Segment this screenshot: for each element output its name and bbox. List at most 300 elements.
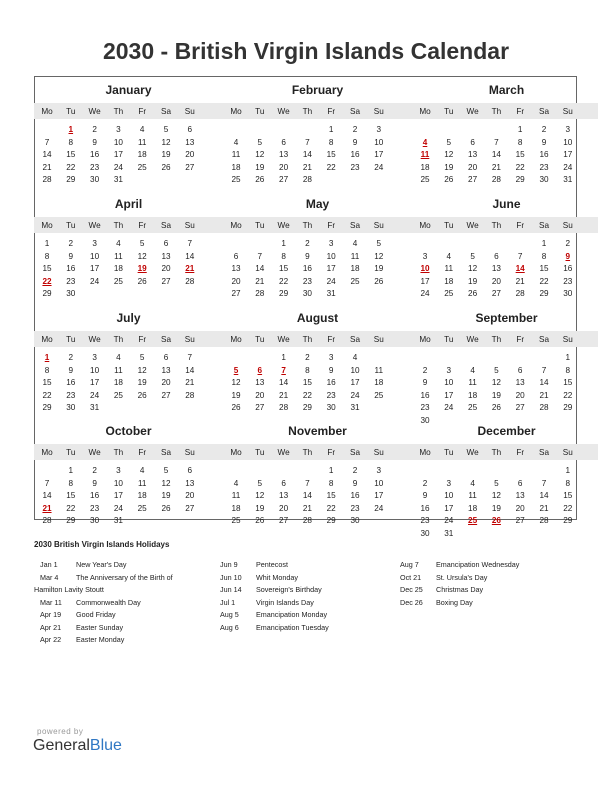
- holiday-name: Christmas Day: [436, 585, 484, 594]
- day-cell: 8: [517, 137, 523, 147]
- day-cell: 4: [233, 137, 239, 147]
- day-cell: 29: [326, 516, 336, 526]
- weekday-label: Th: [491, 335, 502, 344]
- month-november: [223, 424, 412, 534]
- weekday-label: Th: [113, 448, 124, 457]
- day-cell: 12: [137, 251, 147, 261]
- holiday-item: [220, 560, 395, 573]
- day-cell: 20: [161, 378, 171, 388]
- weekday-label: Su: [373, 107, 384, 116]
- day-cell: 5: [163, 466, 169, 475]
- day-cell: 8: [305, 365, 310, 375]
- day-cell: 2: [422, 478, 428, 488]
- holiday-day-cell: 6: [257, 365, 263, 375]
- day-cell: 13: [491, 264, 501, 274]
- day-cell: 28: [42, 516, 52, 526]
- day-cell: 8: [68, 137, 74, 147]
- day-cell: 3: [92, 239, 97, 248]
- day-cell: 16: [420, 503, 430, 513]
- holiday-column: [220, 560, 395, 635]
- weekday-label: Tu: [444, 107, 454, 116]
- day-cell: 18: [113, 264, 123, 274]
- day-cell: 29: [563, 516, 573, 526]
- holiday-day-cell: 19: [137, 264, 147, 274]
- day-cell: 9: [92, 137, 97, 147]
- day-cell: 6: [494, 251, 499, 261]
- day-cell: 15: [539, 264, 549, 274]
- weekday-label: Th: [302, 448, 313, 457]
- day-cell: 9: [422, 491, 428, 501]
- day-cell: 9: [92, 478, 97, 488]
- weekday-label: Fr: [327, 448, 336, 457]
- day-cell: 15: [66, 150, 76, 160]
- day-cell: 22: [326, 503, 336, 513]
- weekday-label: Su: [373, 221, 384, 230]
- weekday-label: Tu: [255, 335, 265, 344]
- weekday-label: Tu: [444, 335, 454, 344]
- day-cell: 2: [92, 466, 97, 475]
- weekday-label: Tu: [444, 448, 454, 457]
- day-cell: 5: [470, 251, 475, 261]
- day-cell: 11: [350, 251, 360, 261]
- day-cell: 19: [491, 390, 501, 400]
- holiday-item: [220, 573, 395, 586]
- weekday-label: Fr: [138, 335, 147, 344]
- holiday-name: Easter Sunday: [76, 622, 124, 632]
- day-cell: 23: [420, 516, 430, 526]
- weekday-label: We: [277, 107, 290, 116]
- day-cell: 17: [563, 150, 573, 160]
- day-cell: 12: [468, 264, 478, 274]
- day-cell: 15: [42, 378, 52, 388]
- day-cell: 20: [491, 276, 501, 286]
- day-cell: 22: [563, 390, 573, 400]
- day-cell: 17: [420, 276, 430, 286]
- day-cell: 31: [90, 403, 100, 413]
- day-cell: 1: [541, 239, 547, 248]
- day-cell: 22: [563, 503, 573, 513]
- day-cell: 24: [563, 162, 573, 172]
- day-cell: 21: [279, 390, 289, 400]
- day-cell: 12: [161, 137, 171, 147]
- holiday-date: Jan 1: [40, 560, 58, 569]
- weekday-label: Tu: [255, 448, 265, 457]
- holiday-name: St. Ursula's Day: [436, 572, 488, 582]
- day-cell: 6: [517, 365, 523, 375]
- day-cell: 25: [137, 503, 147, 513]
- day-cell: 23: [326, 390, 336, 400]
- day-cell: 16: [66, 378, 76, 388]
- weekday-label: Th: [491, 221, 502, 230]
- holiday-item: [400, 598, 575, 611]
- holidays-title: 2030 British Virgin Islands Holidays: [34, 540, 170, 549]
- weekday-label: Sa: [160, 448, 171, 457]
- day-cell: 1: [281, 239, 286, 248]
- day-cell: 13: [255, 378, 265, 388]
- day-cell: 9: [541, 137, 547, 147]
- day-cell: 29: [279, 289, 289, 299]
- day-cell: 22: [326, 162, 336, 172]
- day-cell: 2: [305, 239, 310, 248]
- holiday-day-cell: 1: [44, 353, 50, 362]
- day-cell: 4: [139, 125, 145, 134]
- weekday-label: Su: [562, 107, 573, 116]
- day-cell: 27: [185, 503, 195, 513]
- weekday-label: Tu: [66, 221, 76, 230]
- day-cell: 29: [302, 403, 312, 413]
- holiday-day-cell: 22: [42, 276, 52, 286]
- day-cell: 9: [422, 378, 428, 388]
- day-cell: 21: [491, 162, 501, 172]
- day-cell: 17: [444, 390, 454, 400]
- weekday-label: Th: [491, 107, 502, 116]
- day-cell: 1: [68, 466, 74, 475]
- holiday-day-cell: 11: [420, 150, 430, 160]
- day-cell: 16: [90, 491, 100, 501]
- day-cell: 27: [468, 175, 478, 185]
- day-cell: 12: [255, 150, 265, 160]
- day-cell: 28: [539, 403, 549, 413]
- weekday-label: Sa: [349, 107, 360, 116]
- weekday-label: Su: [562, 335, 573, 344]
- day-cell: 6: [187, 125, 193, 134]
- holiday-date: Jun 14: [220, 585, 242, 594]
- day-cell: 18: [468, 390, 478, 400]
- day-cell: 31: [113, 516, 123, 526]
- day-cell: 21: [302, 503, 312, 513]
- day-cell: 18: [231, 503, 241, 513]
- day-cell: 27: [279, 175, 289, 185]
- holiday-name: Emancipation Monday: [256, 610, 328, 619]
- day-cell: 30: [350, 516, 360, 526]
- day-cell: 18: [137, 150, 147, 160]
- day-cell: 1: [44, 239, 50, 248]
- weekday-label: Sa: [538, 448, 549, 457]
- day-cell: 19: [161, 491, 171, 501]
- day-cell: 13: [279, 150, 289, 160]
- day-cell: 20: [468, 162, 478, 172]
- day-cell: 13: [231, 264, 241, 274]
- day-cell: 29: [42, 403, 52, 413]
- weekday-label: Tu: [66, 107, 76, 116]
- holiday-date: Jul 1: [220, 597, 236, 607]
- page-title: 2030 - British Virgin Islands Calendar: [102, 38, 510, 64]
- day-cell: 6: [281, 478, 286, 488]
- holiday-day-cell: 1: [68, 125, 74, 134]
- holiday-item: [220, 598, 395, 611]
- weekday-label: Mo: [419, 107, 431, 116]
- day-cell: 2: [541, 125, 547, 134]
- weekday-label: Fr: [516, 448, 525, 457]
- holiday-item: [400, 585, 575, 598]
- day-cell: 4: [116, 353, 121, 362]
- day-cell: 18: [231, 162, 241, 172]
- day-cell: 2: [352, 125, 358, 134]
- weekday-label: We: [277, 448, 290, 457]
- day-cell: 20: [515, 503, 525, 513]
- day-cell: 9: [352, 478, 358, 488]
- day-cell: 3: [116, 125, 121, 134]
- month-name: January: [105, 83, 152, 97]
- day-cell: 21: [539, 503, 549, 513]
- day-cell: 31: [113, 175, 123, 185]
- month-june: [412, 197, 601, 307]
- day-cell: 28: [302, 175, 312, 185]
- weekday-label: Sa: [538, 335, 549, 344]
- day-cell: 3: [446, 365, 452, 375]
- day-cell: 10: [350, 365, 360, 375]
- day-cell: 4: [139, 466, 145, 475]
- day-cell: 12: [374, 251, 384, 261]
- day-cell: 11: [374, 365, 384, 375]
- day-cell: 11: [444, 264, 454, 274]
- holiday-name: Emancipation Tuesday: [256, 622, 329, 632]
- weekday-label: We: [466, 335, 479, 344]
- generalblue-logo[interactable]: [33, 737, 122, 755]
- day-cell: 5: [376, 239, 382, 248]
- day-cell: 7: [541, 365, 547, 375]
- day-cell: 25: [374, 390, 384, 400]
- day-cell: 30: [90, 516, 100, 526]
- day-cell: 11: [231, 150, 241, 160]
- day-cell: 22: [66, 162, 76, 172]
- holiday-item: [400, 573, 575, 586]
- weekday-label: Th: [302, 335, 313, 344]
- day-cell: 25: [137, 162, 147, 172]
- day-cell: 17: [113, 150, 123, 160]
- day-cell: 16: [90, 150, 100, 160]
- holiday-date: Jun 9: [220, 560, 238, 569]
- day-cell: 12: [444, 150, 454, 160]
- day-cell: 14: [302, 491, 312, 501]
- day-cell: 24: [374, 162, 384, 172]
- day-cell: 18: [468, 503, 478, 513]
- day-cell: 8: [328, 478, 334, 488]
- day-cell: 1: [328, 466, 334, 475]
- day-cell: 8: [44, 365, 50, 375]
- day-cell: 5: [257, 478, 263, 488]
- holiday-date: Apr 19: [40, 610, 62, 619]
- day-cell: 15: [42, 264, 52, 274]
- holiday-date: Dec 26: [400, 597, 423, 607]
- weekday-label: Su: [562, 448, 573, 457]
- weekday-label: Su: [184, 221, 195, 230]
- weekday-label: Sa: [349, 221, 360, 230]
- day-cell: 10: [326, 251, 336, 261]
- day-cell: 27: [515, 516, 525, 526]
- day-cell: 26: [444, 175, 454, 185]
- day-cell: 19: [255, 503, 265, 513]
- day-cell: 21: [302, 162, 312, 172]
- weekday-label: Fr: [516, 335, 525, 344]
- day-cell: 18: [374, 378, 384, 388]
- day-cell: 24: [444, 516, 454, 526]
- day-cell: 11: [231, 491, 241, 501]
- day-cell: 10: [90, 251, 100, 261]
- day-cell: 14: [42, 150, 52, 160]
- logo-general: General: [33, 737, 90, 754]
- day-cell: 18: [113, 378, 123, 388]
- day-cell: 26: [137, 276, 147, 286]
- day-cell: 26: [491, 403, 501, 413]
- day-cell: 6: [187, 466, 193, 475]
- weekday-label: Su: [373, 448, 384, 457]
- day-cell: 24: [90, 390, 100, 400]
- day-cell: 30: [420, 529, 430, 538]
- day-cell: 2: [422, 365, 428, 375]
- day-cell: 27: [231, 289, 241, 299]
- month-december: [412, 424, 601, 538]
- day-cell: 4: [116, 239, 121, 248]
- holiday-item: [40, 623, 215, 636]
- day-cell: 25: [113, 276, 123, 286]
- day-cell: 14: [539, 378, 549, 388]
- weekday-label: We: [88, 221, 101, 230]
- day-cell: 31: [350, 403, 360, 413]
- month-january: [34, 83, 223, 193]
- day-cell: 14: [185, 251, 195, 261]
- day-cell: 28: [255, 289, 265, 299]
- weekday-label: Mo: [419, 448, 431, 457]
- day-cell: 3: [565, 125, 571, 134]
- weekday-label: We: [277, 221, 290, 230]
- day-cell: 23: [563, 276, 573, 286]
- day-cell: 29: [66, 175, 76, 185]
- day-cell: 20: [185, 491, 195, 501]
- day-cell: 25: [420, 175, 430, 185]
- weekday-label: Tu: [255, 221, 265, 230]
- day-cell: 12: [137, 365, 147, 375]
- day-cell: 31: [326, 289, 336, 299]
- day-cell: 19: [161, 150, 171, 160]
- holiday-day-cell: 21: [42, 503, 52, 513]
- weekday-label: Fr: [138, 221, 147, 230]
- day-cell: 15: [279, 264, 289, 274]
- month-name: July: [116, 311, 141, 325]
- holiday-name: New Year's Day: [76, 560, 127, 569]
- day-cell: 1: [328, 125, 334, 134]
- day-cell: 26: [468, 289, 478, 299]
- day-cell: 7: [517, 251, 523, 261]
- day-cell: 23: [539, 162, 549, 172]
- day-cell: 14: [302, 150, 312, 160]
- day-cell: 20: [185, 150, 195, 160]
- weekday-label: Th: [302, 221, 313, 230]
- day-cell: 22: [539, 276, 549, 286]
- day-cell: 2: [352, 466, 358, 475]
- day-cell: 27: [491, 289, 501, 299]
- day-cell: 8: [328, 137, 334, 147]
- day-cell: 19: [255, 162, 265, 172]
- day-cell: 19: [231, 390, 241, 400]
- day-cell: 4: [470, 478, 475, 488]
- day-cell: 28: [185, 390, 195, 400]
- month-april: [34, 197, 223, 307]
- day-cell: 15: [302, 378, 312, 388]
- day-cell: 21: [42, 162, 52, 172]
- weekday-label: Mo: [419, 221, 431, 230]
- day-cell: 3: [328, 239, 334, 248]
- holiday-name: Emancipation Wednesday: [436, 560, 520, 569]
- day-cell: 22: [66, 503, 76, 513]
- day-cell: 26: [161, 503, 171, 513]
- day-cell: 16: [539, 150, 549, 160]
- day-cell: 13: [161, 251, 171, 261]
- day-cell: 23: [420, 403, 430, 413]
- day-cell: 10: [563, 137, 573, 147]
- day-cell: 6: [163, 239, 169, 248]
- day-cell: 22: [279, 276, 289, 286]
- day-cell: 4: [352, 353, 358, 362]
- holiday-name: Boxing Day: [436, 597, 473, 607]
- day-cell: 28: [42, 175, 52, 185]
- day-cell: 11: [114, 251, 123, 261]
- month-name: April: [114, 197, 143, 211]
- day-cell: 27: [161, 276, 171, 286]
- holiday-item: [40, 610, 215, 623]
- day-cell: 14: [255, 264, 265, 274]
- weekday-label: Mo: [419, 335, 431, 344]
- weekday-label: Th: [113, 107, 124, 116]
- weekday-label: Su: [562, 221, 573, 230]
- day-cell: 20: [231, 276, 241, 286]
- day-cell: 9: [68, 251, 74, 261]
- weekday-label: Su: [184, 107, 195, 116]
- day-cell: 6: [470, 137, 475, 147]
- day-cell: 19: [444, 162, 454, 172]
- weekday-label: Tu: [66, 448, 76, 457]
- day-cell: 12: [161, 478, 171, 488]
- day-cell: 16: [563, 264, 573, 274]
- day-cell: 13: [515, 491, 525, 501]
- day-cell: 20: [279, 503, 289, 513]
- day-cell: 7: [494, 137, 499, 147]
- day-cell: 2: [68, 353, 74, 362]
- day-cell: 21: [255, 276, 265, 286]
- month-august: [223, 311, 412, 421]
- holiday-day-cell: 10: [420, 264, 430, 274]
- holiday-item: [40, 598, 215, 611]
- day-cell: 17: [90, 378, 100, 388]
- day-cell: 17: [374, 491, 384, 501]
- holiday-date: Aug 5: [220, 610, 239, 619]
- day-cell: 7: [187, 239, 193, 248]
- day-cell: 1: [565, 353, 571, 362]
- holiday-day-cell: 14: [515, 264, 525, 274]
- weekday-label: Mo: [41, 107, 53, 116]
- holiday-name: Whit Monday: [256, 572, 298, 582]
- day-cell: 24: [113, 503, 123, 513]
- day-cell: 18: [137, 491, 147, 501]
- holiday-date: Aug 6: [220, 622, 239, 632]
- day-cell: 23: [90, 503, 100, 513]
- month-october: [34, 424, 223, 534]
- day-cell: 10: [113, 478, 123, 488]
- day-cell: 31: [563, 175, 573, 185]
- weekday-label: Mo: [41, 221, 53, 230]
- day-cell: 20: [255, 390, 265, 400]
- day-cell: 21: [185, 378, 195, 388]
- weekday-label: Fr: [327, 221, 336, 230]
- day-cell: 28: [491, 175, 501, 185]
- holiday-item: [400, 560, 575, 573]
- holiday-date: Mar 4: [40, 572, 59, 582]
- weekday-label: Mo: [230, 221, 242, 230]
- day-cell: 23: [66, 276, 76, 286]
- holiday-date: Aug 7: [400, 560, 419, 569]
- day-cell: 20: [515, 390, 525, 400]
- day-cell: 29: [515, 175, 525, 185]
